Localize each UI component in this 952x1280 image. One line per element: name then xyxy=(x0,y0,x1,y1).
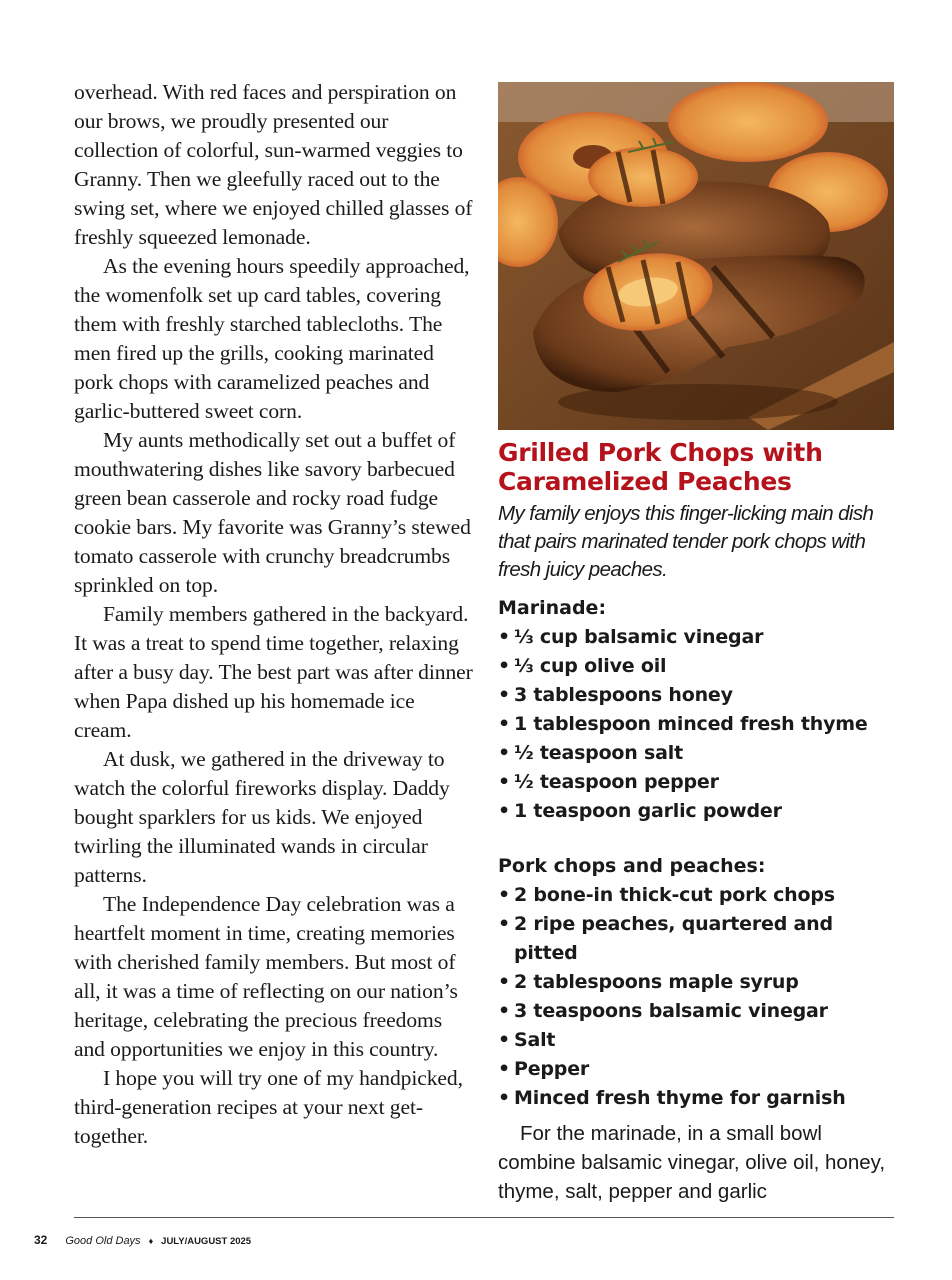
pork-heading: Pork chops and peaches: xyxy=(498,855,766,877)
ingredient-item: • 2 bone-in thick-cut pork chops xyxy=(498,881,898,910)
article-paragraph: My aunts methodically set out a buffet of mouthwatering dishes like savory barbecued green bean casserole and rocky road fudge cookie bars. My favorite was Granny’s stewed tomato casserole with crunchy breadcrumbs sprinkled on top. xyxy=(74,428,471,597)
ingredient-item: • Pepper xyxy=(498,1055,898,1084)
article-paragraph: Family members gathered in the backyard. It was a treat to spend time together, relaxing after a busy day. The best part was after dinner when Papa dished up his homemade ice cream. xyxy=(74,602,473,742)
magazine-name: Good Old Days xyxy=(65,1235,141,1247)
pork-chops-peaches-illustration xyxy=(498,82,894,430)
recipe xyxy=(498,438,898,1206)
article-paragraph: The Independence Day celebration was a heartfelt moment in time, creating memories with cherished family members. But most of all, it was a time of reflecting on our nation’s heritage, celebrating the precious freedoms and opportunities we enjoy in this country. xyxy=(74,892,458,1061)
recipe-directions: For the marinade, in a small bowl combine balsamic vinegar, olive oil, honey, thyme, salt, pepper and garlic xyxy=(498,1122,886,1203)
page-number: 32 xyxy=(34,1233,48,1247)
ingredient-item: • ⅓ cup olive oil xyxy=(498,652,898,681)
ingredient-item: • 2 tablespoons maple syrup xyxy=(498,968,898,997)
article-paragraph: At dusk, we gathered in the driveway to watch the colorful fireworks display. Daddy bought sparklers for us kids. We enjoyed twirling the illuminated wands in circular patterns. xyxy=(74,747,450,887)
ingredient-item: • 3 tablespoons honey xyxy=(498,681,898,710)
page-footer xyxy=(34,1233,251,1247)
ingredient-item: • Minced fresh thyme for garnish xyxy=(498,1084,898,1113)
ingredient-item: • ⅓ cup balsamic vinegar xyxy=(498,623,898,652)
ingredient-item: • 1 tablespoon minced fresh thyme xyxy=(498,710,898,739)
ingredient-item: • Salt xyxy=(498,1026,898,1055)
ingredient-item: • 1 teaspoon garlic powder xyxy=(498,797,898,826)
ingredient-item: • ½ teaspoon salt xyxy=(498,739,898,768)
marinade-heading: Marinade: xyxy=(498,597,607,619)
issue-date: JULY/AUGUST 2025 xyxy=(161,1236,252,1247)
ingredient-item: • 3 teaspoons balsamic vinegar xyxy=(498,997,898,1026)
article-paragraph: As the evening hours speedily approached, the womenfolk set up card tables, covering them with freshly starched tablecloths. The men fired up the grills, cooking marinated pork chops with caramelized peaches and garlic-buttered sweet corn. xyxy=(74,254,470,423)
ingredient-item: • ½ teaspoon pepper xyxy=(498,768,898,797)
marinade-list xyxy=(498,623,898,826)
article-paragraph: I hope you will try one of my handpicked, third-generation recipes at your next get-together. xyxy=(74,1066,463,1148)
recipe-title: Grilled Pork Chops with Caramelized Peaches xyxy=(498,438,823,496)
footer-divider xyxy=(74,1217,894,1218)
recipe-intro: My family enjoys this finger-licking main dish that pairs marinated tender pork chops with fresh juicy peaches. xyxy=(498,502,874,581)
diamond-icon: ♦ xyxy=(148,1236,154,1246)
recipe-photo xyxy=(498,82,894,430)
ingredient-item: • 2 ripe peaches, quartered and pitted xyxy=(498,910,844,968)
article-paragraph: overhead. With red faces and perspiration on our brows, we proudly presented our collection of colorful, sun-warmed veggies to Granny. Then we gleefully raced out to the swing set, where we enjoyed chilled glasses of freshly squeezed lemonade. xyxy=(74,80,473,249)
pork-list xyxy=(498,881,898,1113)
article-body xyxy=(74,78,474,1151)
